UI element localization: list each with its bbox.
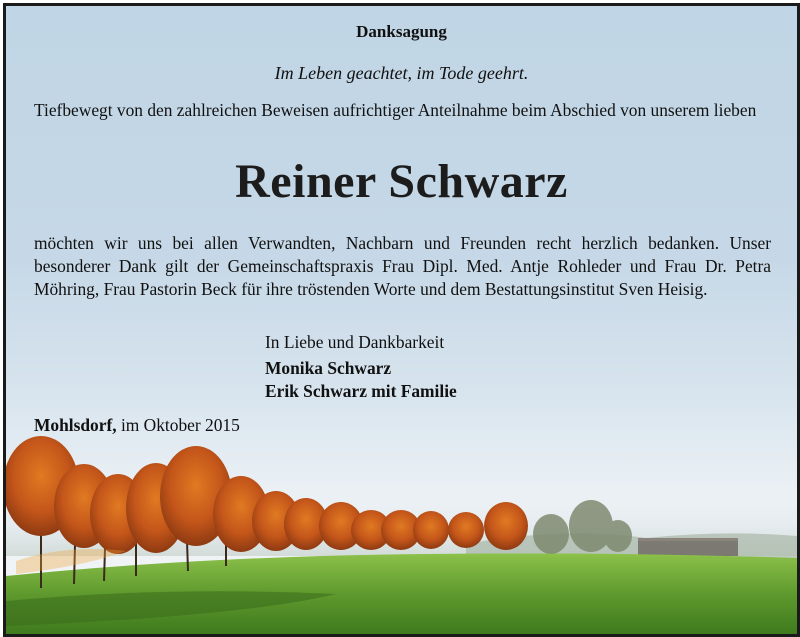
autumn-landscape-image (6, 426, 797, 634)
notice-heading: Danksagung (356, 22, 447, 41)
intro-paragraph: Tiefbewegt von den zahlreichen Beweisen aufrichtiger Anteilnahme beim Abschied von unserem lieben (34, 100, 757, 120)
closing-line: In Liebe und Dankbarkeit (265, 332, 445, 352)
thanks-paragraph: möchten wir uns bei allen Verwandten, Nachbarn und Freunden recht herzlich bedanken. Unser besonderer Dank gilt der Gemeinschaftspraxis Frau Dipl. Med. Antje Rohleder und Frau Dr. Petra Möhring, Frau Pastorin Beck für ihre tröstenden Worte und dem Bestattungsinstitut Sven Heisig. (34, 233, 771, 299)
notice-motto: Im Leben geachtet, im Tode geehrt. (274, 63, 529, 83)
signatory-name: Erik Schwarz mit Familie (265, 381, 457, 401)
obituary-notice (3, 3, 800, 637)
notice-date: im Oktober 2015 (120, 415, 240, 435)
deceased-name: Reiner Schwarz (235, 155, 568, 208)
signatory-name: Monika Schwarz (265, 358, 392, 378)
place-and-date (34, 414, 240, 437)
place-name: Mohlsdorf, (34, 415, 117, 435)
